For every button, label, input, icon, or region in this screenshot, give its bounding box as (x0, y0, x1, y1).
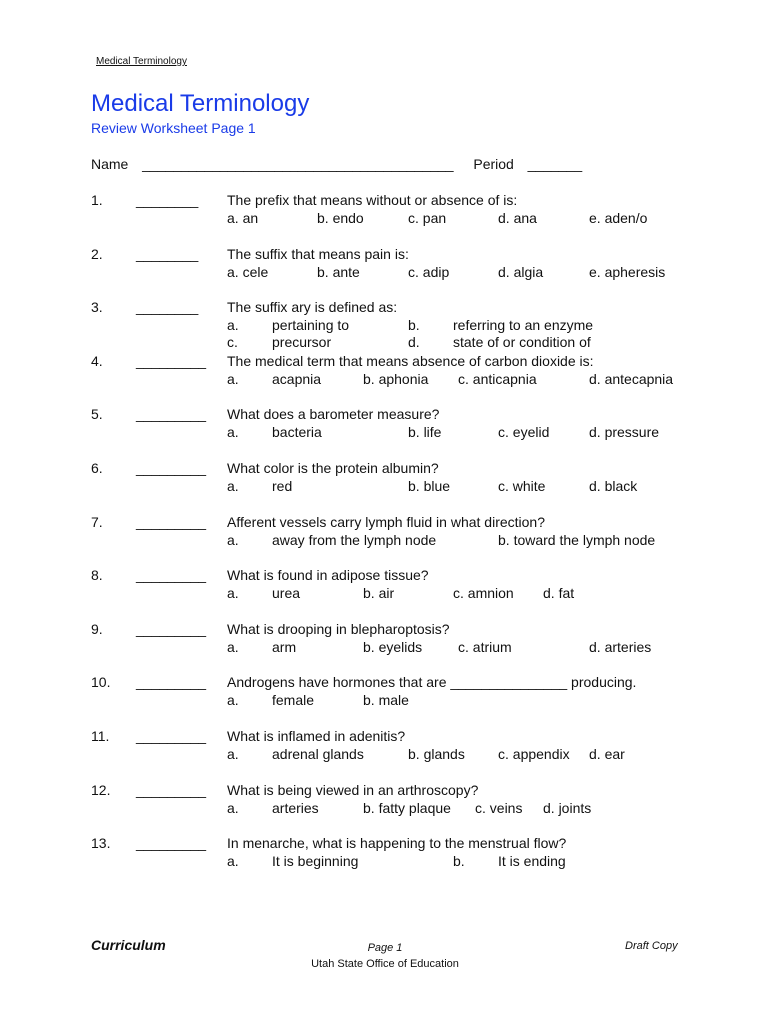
question-number: 6. (91, 460, 103, 476)
answer-option: pertaining to (272, 317, 350, 334)
answer-option: c. white (498, 478, 546, 494)
question-text: Afferent vessels carry lymph fluid in what direction? (227, 513, 545, 530)
answer-option: d. joints (543, 799, 592, 816)
option-row (0, 692, 770, 710)
question-number: 5. (91, 406, 103, 423)
answer-option: e. apheresis (589, 263, 666, 280)
answer-option: b. air (363, 585, 395, 602)
question-item (0, 246, 770, 296)
option-row (0, 800, 770, 818)
answer-blank[interactable]: _________ (136, 674, 207, 691)
answer-option: c. eyelid (498, 424, 550, 441)
question-number: 10. (91, 674, 111, 691)
answer-blank[interactable]: _________ (136, 728, 207, 744)
answer-blank[interactable]: ________ (136, 192, 199, 208)
answer-option: red (272, 478, 293, 494)
answer-option: away from the lymph node (272, 531, 437, 548)
question-text: Androgens have hormones that are _______________ producing. (227, 674, 637, 691)
answer-option: c. amnion (453, 585, 514, 602)
answer-option: b. eyelids (363, 638, 423, 655)
answer-option: a. (227, 799, 239, 816)
question-item (0, 835, 770, 885)
answer-option: a. (227, 746, 239, 762)
option-row (0, 585, 770, 603)
question-number: 8. (91, 567, 103, 584)
option-row (0, 853, 770, 871)
option-row (0, 264, 770, 282)
footer-org: Utah State Office of Education (311, 958, 459, 970)
answer-blank[interactable]: _________ (136, 406, 207, 423)
answer-option: e. aden/o (589, 210, 648, 226)
answer-option: acapnia (272, 370, 322, 387)
name-period-line (91, 156, 611, 172)
answer-option: c. adip (408, 263, 450, 280)
question-text: In menarche, what is happening to the menstrual flow? (227, 835, 567, 852)
option-row (0, 210, 770, 228)
question-text: The suffix ary is defined as: (227, 299, 398, 316)
answer-option: It is ending (498, 853, 566, 870)
answer-option: a. (227, 317, 239, 334)
question-item (0, 514, 770, 564)
answer-option: female (272, 692, 315, 709)
question-text: What is being viewed in an arthroscopy? (227, 781, 479, 798)
answer-option: d. arteries (589, 638, 652, 655)
question-number: 3. (91, 299, 103, 316)
question-number: 2. (91, 245, 103, 262)
answer-option: b. life (408, 424, 442, 441)
answer-option: arteries (272, 799, 319, 816)
question-number: 1. (91, 192, 103, 208)
answer-blank[interactable]: _________ (136, 513, 207, 530)
option-row (0, 478, 770, 496)
answer-option: b. (453, 853, 465, 870)
answer-option: c. anticapnia (458, 370, 537, 387)
question-item (0, 460, 770, 510)
footer-page-number: Page 1 (367, 942, 403, 954)
answer-option: a. cele (227, 263, 269, 280)
answer-option: a. (227, 424, 239, 441)
question-item (0, 782, 770, 832)
answer-option: a. (227, 692, 239, 709)
answer-blank[interactable]: _________ (136, 460, 207, 476)
question-text: The suffix that means pain is: (227, 245, 409, 262)
answer-option: bacteria (272, 424, 322, 441)
answer-option: state of or condition of (453, 334, 591, 351)
question-number: 13. (91, 835, 111, 852)
answer-blank[interactable]: _________ (136, 620, 207, 637)
answer-option: a. (227, 531, 239, 548)
answer-option: a. (227, 585, 239, 602)
question-number: 4. (91, 352, 103, 369)
question-number: 11. (91, 728, 110, 744)
question-text: What color is the protein albumin? (227, 460, 439, 476)
question-text: What does a barometer measure? (227, 406, 440, 423)
question-item (0, 567, 770, 617)
period-blank[interactable]: _______ (527, 156, 583, 172)
answer-option: a. (227, 853, 239, 870)
option-row (0, 639, 770, 657)
answer-option: b. glands (408, 746, 465, 762)
question-item (0, 674, 770, 724)
question-item (0, 353, 770, 403)
answer-option: c. appendix (498, 746, 570, 762)
question-number: 9. (91, 620, 103, 637)
answer-option: b. aphonia (363, 370, 429, 387)
answer-option: b. (408, 317, 420, 334)
answer-option: d. (408, 334, 420, 351)
answer-option: c. veins (475, 799, 523, 816)
answer-option: a. (227, 370, 239, 387)
answer-blank[interactable]: ________ (136, 245, 199, 262)
answer-blank[interactable]: ________ (136, 299, 199, 316)
page-subtitle: Review Worksheet Page 1 (91, 120, 256, 136)
answer-option: b. blue (408, 478, 451, 494)
answer-blank[interactable]: _________ (136, 835, 207, 852)
name-blank[interactable]: ________________________________________ (142, 156, 454, 172)
question-number: 12. (91, 781, 111, 798)
answer-option: c. (227, 334, 238, 351)
question-text: What is inflamed in adenitis? (227, 728, 406, 744)
answer-blank[interactable]: _________ (136, 781, 207, 798)
answer-option: b. endo (317, 210, 364, 226)
answer-option: b. ante (317, 263, 360, 280)
answer-option: d. ana (498, 210, 537, 226)
answer-option: referring to an enzyme (453, 317, 594, 334)
footer-draft: Draft Copy (625, 940, 678, 952)
answer-option: b. fatty plaque (363, 799, 451, 816)
footer-center (300, 940, 470, 972)
answer-option: b. toward the lymph node (498, 531, 656, 548)
option-row (0, 746, 770, 764)
question-text: The prefix that means without or absence of is: (227, 192, 518, 208)
question-item (0, 192, 770, 242)
period-label: Period (473, 156, 514, 172)
question-item (0, 621, 770, 671)
question-text: What is drooping in blepharoptosis? (227, 620, 450, 637)
answer-option: c. atrium (458, 638, 512, 655)
answer-blank[interactable]: _________ (136, 567, 207, 584)
answer-option: urea (272, 585, 301, 602)
option-row (0, 532, 770, 550)
answer-option: a. an (227, 210, 259, 226)
name-label: Name (91, 156, 129, 172)
answer-option: arm (272, 638, 297, 655)
option-row (0, 424, 770, 442)
question-item (0, 299, 770, 349)
answer-option: a. (227, 638, 239, 655)
answer-option: adrenal glands (272, 746, 364, 762)
page-title: Medical Terminology (91, 90, 310, 117)
answer-option: d. algia (498, 263, 544, 280)
answer-option: d. black (589, 478, 638, 494)
answer-option: a. (227, 478, 239, 494)
answer-option: b. male (363, 692, 409, 709)
answer-option: d. ear (589, 746, 625, 762)
answer-blank[interactable]: _________ (136, 352, 207, 369)
question-text: What is found in adipose tissue? (227, 567, 429, 584)
header-link[interactable]: Medical Terminology (96, 56, 187, 67)
question-text: The medical term that means absence of carbon dioxide is: (227, 352, 594, 369)
footer-curriculum: Curriculum (91, 937, 166, 953)
question-item (0, 406, 770, 456)
question-number: 7. (91, 513, 103, 530)
question-item (0, 728, 770, 778)
answer-option: c. pan (408, 210, 447, 226)
answer-option: It is beginning (272, 853, 359, 870)
answer-option: d. fat (543, 585, 575, 602)
option-row (0, 334, 770, 352)
option-row (0, 371, 770, 389)
answer-option: precursor (272, 334, 332, 351)
option-row (0, 317, 770, 335)
answer-option: d. pressure (589, 424, 660, 441)
answer-option: d. antecapnia (589, 370, 674, 387)
